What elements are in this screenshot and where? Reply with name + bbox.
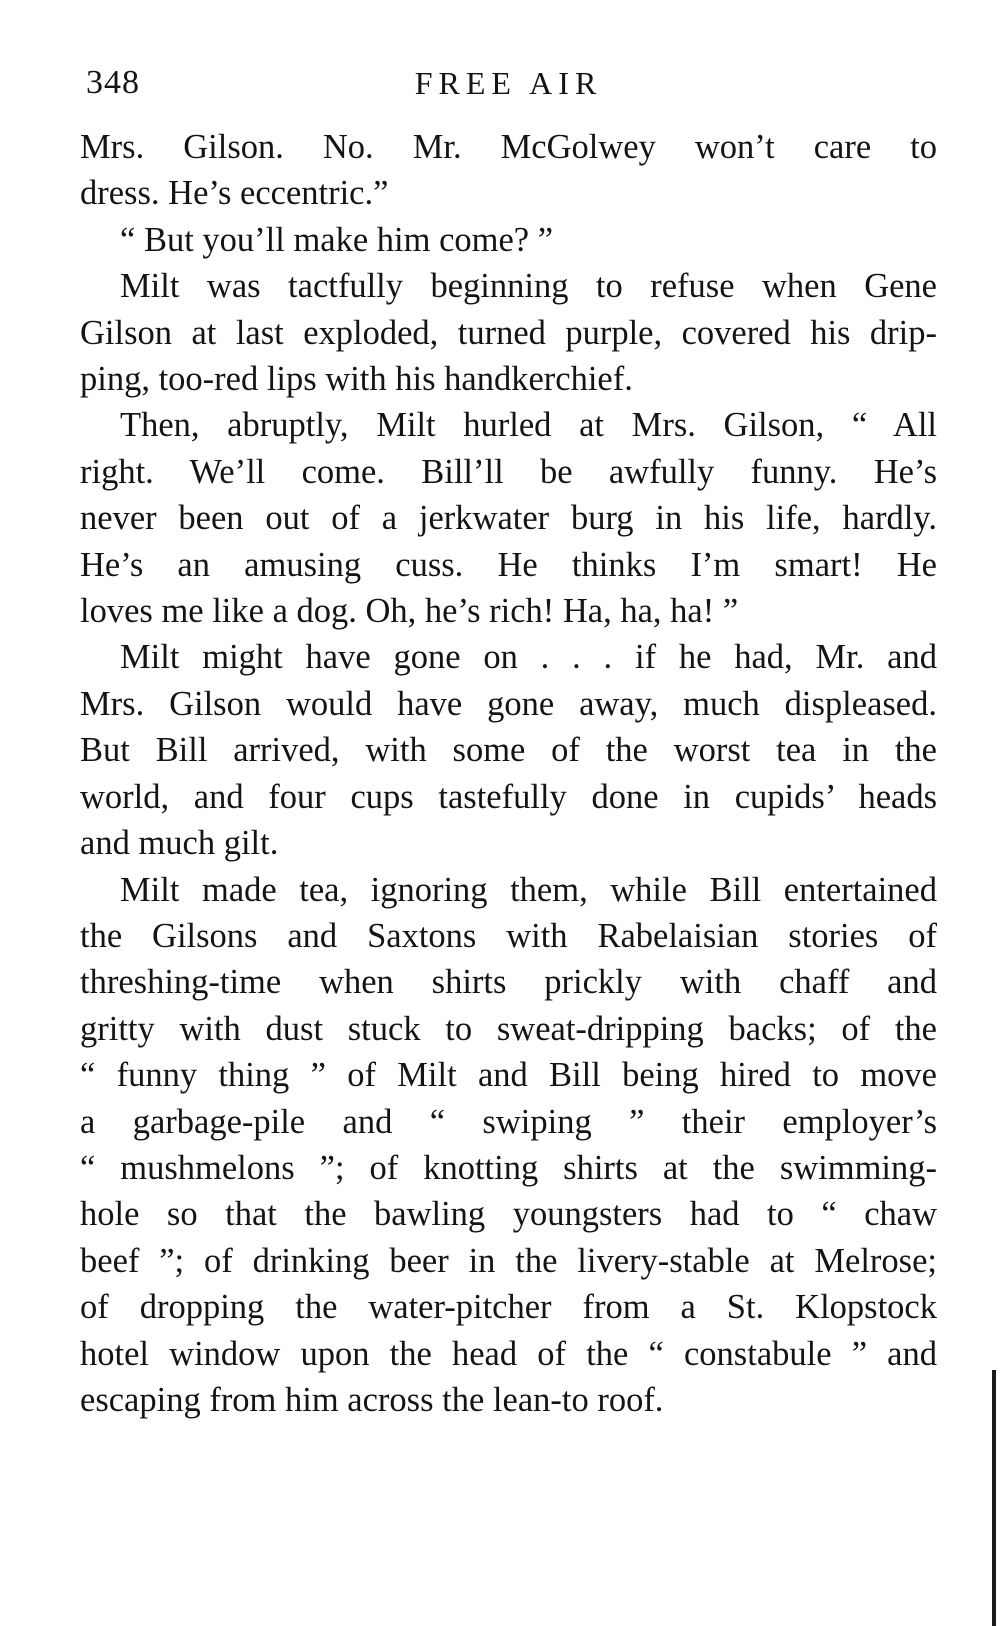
text-line: Milt made tea, ignoring them, while Bill entertained xyxy=(120,870,937,909)
paragraph xyxy=(80,124,937,217)
text-line: “ mushmelons ”; of knotting shirts at the swimming- xyxy=(80,1148,937,1187)
running-head: FREE AIR xyxy=(414,65,603,101)
text-line: world, and four cups tastefully done in cupids’ heads xyxy=(80,777,937,816)
text-line: dress. He’s eccentric.” xyxy=(80,174,389,213)
text-line: Then, abruptly, Milt hurled at Mrs. Gilson, “ All xyxy=(120,406,937,445)
text-line: “ But you’ll make him come? ” xyxy=(120,220,554,259)
body-text xyxy=(80,124,937,1423)
page-edge-shadow xyxy=(992,1370,996,1626)
text-line: gritty with dust stuck to sweat-dripping backs; of the xyxy=(80,1009,937,1048)
text-line: He’s an amusing cuss. He thinks I’m smart! He xyxy=(80,545,937,584)
text-line: beef ”; of drinking beer in the livery-stable at Melrose; xyxy=(80,1241,937,1280)
text-line: and much gilt. xyxy=(80,824,279,863)
text-line: Mrs. Gilson. No. Mr. McGolwey won’t care to xyxy=(80,128,937,166)
text-line: Milt might have gone on . . . if he had, Mr. and xyxy=(120,638,937,677)
text-line: Milt was tactfully beginning to refuse when Gene xyxy=(120,267,937,306)
text-line: never been out of a jerkwater burg in his life, hardly. xyxy=(80,499,937,538)
paragraph xyxy=(80,867,937,1424)
text-line: right. We’ll come. Bill’ll be awfully funny. He’s xyxy=(80,452,937,491)
text-line: hotel window upon the head of the “ constabule ” and xyxy=(80,1334,937,1373)
text-line: hole so that the bawling youngsters had to “ chaw xyxy=(80,1195,937,1234)
text-line: ping, too-red lips with his handkerchief. xyxy=(80,360,633,399)
page-header xyxy=(80,58,937,108)
text-line: of dropping the water-pitcher from a St. Klopstock xyxy=(80,1288,937,1327)
text-line: loves me like a dog. Oh, he’s rich! Ha, ha, ha! ” xyxy=(80,592,739,631)
paragraph xyxy=(80,402,937,634)
text-line: “ funny thing ” of Milt and Bill being hired to move xyxy=(80,1056,937,1095)
text-line: threshing-time when shirts prickly with chaff and xyxy=(80,963,937,1002)
text-line: Gilson at last exploded, turned purple, covered his drip- xyxy=(80,313,937,352)
paragraph xyxy=(80,217,937,263)
text-line: But Bill arrived, with some of the worst tea in the xyxy=(80,731,937,770)
text-line: escaping from him across the lean-to roof. xyxy=(80,1380,664,1419)
page-number: 348 xyxy=(86,64,140,101)
text-line: a garbage-pile and “ swiping ” their employer’s xyxy=(80,1102,937,1141)
text-line: Mrs. Gilson would have gone away, much displeased. xyxy=(80,684,937,723)
paragraph xyxy=(80,634,937,866)
text-line: the Gilsons and Saxtons with Rabelaisian stories of xyxy=(80,916,937,955)
paragraph xyxy=(80,263,937,402)
